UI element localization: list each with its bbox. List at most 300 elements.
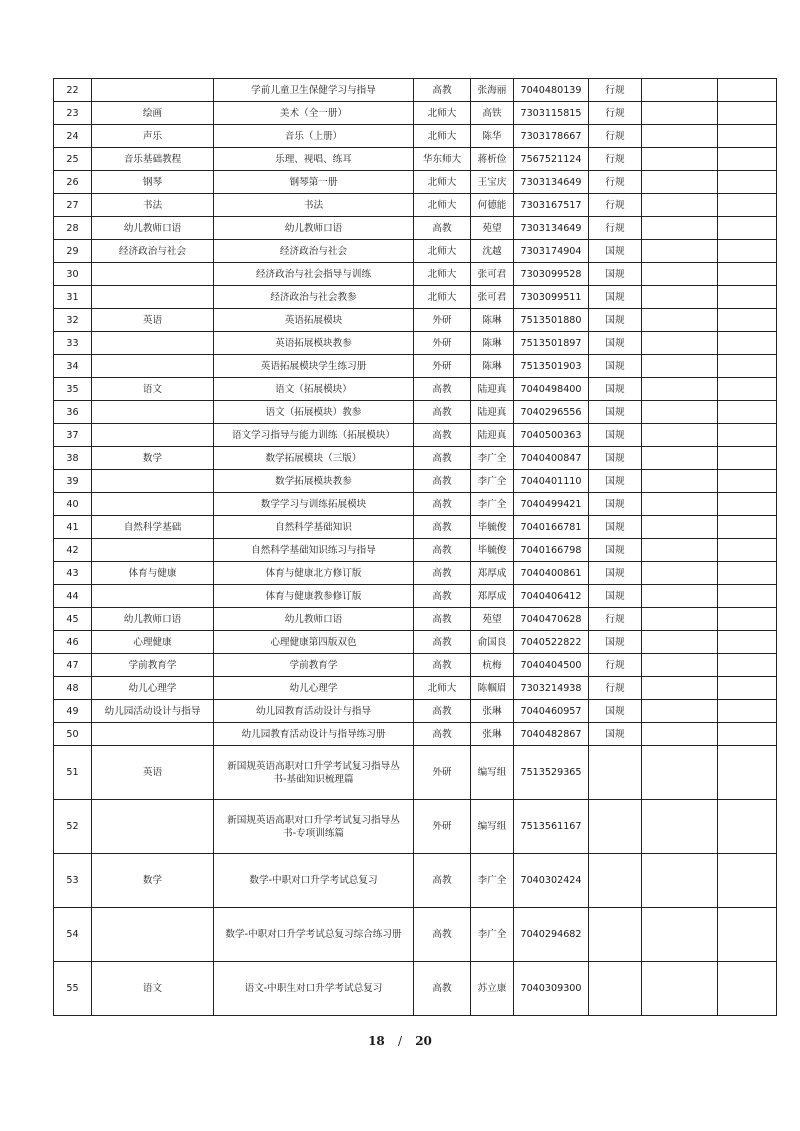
- empty-cell: [718, 562, 777, 585]
- table-row: [54, 539, 777, 562]
- empty-cell: [718, 447, 777, 470]
- isbn-cell: 7567521124: [514, 148, 589, 171]
- publisher-cell: 高教: [414, 608, 471, 631]
- publisher-cell: 外研: [414, 309, 471, 332]
- row-number-cell: 51: [54, 746, 92, 800]
- course-name-cell: 英语: [92, 309, 214, 332]
- empty-cell: [642, 631, 718, 654]
- category-cell: 国规: [589, 562, 642, 585]
- category-cell: 行规: [589, 677, 642, 700]
- category-cell: 国规: [589, 424, 642, 447]
- textbook-title-cell: 数学拓展模块（三版）: [214, 447, 414, 470]
- editor-cell: 张海丽: [471, 79, 514, 102]
- isbn-cell: 7513529365: [514, 746, 589, 800]
- course-name-cell: [92, 585, 214, 608]
- empty-cell: [642, 355, 718, 378]
- textbook-title-cell: 幼儿园教育活动设计与指导练习册: [214, 723, 414, 746]
- isbn-cell: 7303214938: [514, 677, 589, 700]
- empty-cell: [718, 539, 777, 562]
- empty-cell: [642, 401, 718, 424]
- empty-cell: [642, 424, 718, 447]
- editor-cell: 李广全: [471, 908, 514, 962]
- editor-cell: 李广全: [471, 493, 514, 516]
- row-number-cell: 27: [54, 194, 92, 217]
- textbook-title-cell: 英语拓展模块教参: [214, 332, 414, 355]
- course-name-cell: [92, 355, 214, 378]
- isbn-cell: 7513561167: [514, 800, 589, 854]
- table-row: [54, 332, 777, 355]
- empty-cell: [642, 263, 718, 286]
- category-cell: [589, 800, 642, 854]
- table-row: [54, 171, 777, 194]
- page-total: 20: [415, 1034, 432, 1048]
- empty-cell: [642, 378, 718, 401]
- table-row: [54, 401, 777, 424]
- empty-cell: [642, 654, 718, 677]
- isbn-cell: 7040400847: [514, 447, 589, 470]
- row-number-cell: 55: [54, 962, 92, 1016]
- empty-cell: [718, 654, 777, 677]
- row-number-cell: 54: [54, 908, 92, 962]
- row-number-cell: 52: [54, 800, 92, 854]
- row-number-cell: 50: [54, 723, 92, 746]
- publisher-cell: 北师大: [414, 125, 471, 148]
- row-number-cell: 33: [54, 332, 92, 355]
- empty-cell: [718, 677, 777, 700]
- editor-cell: 张琳: [471, 723, 514, 746]
- publisher-cell: 北师大: [414, 102, 471, 125]
- isbn-cell: 7303115815: [514, 102, 589, 125]
- empty-cell: [718, 800, 777, 854]
- empty-cell: [718, 962, 777, 1016]
- row-number-cell: 28: [54, 217, 92, 240]
- publisher-cell: 高教: [414, 447, 471, 470]
- category-cell: 国规: [589, 470, 642, 493]
- editor-cell: 杭梅: [471, 654, 514, 677]
- course-name-cell: 数学: [92, 447, 214, 470]
- empty-cell: [718, 286, 777, 309]
- category-cell: [589, 854, 642, 908]
- table-row: [54, 493, 777, 516]
- empty-cell: [642, 723, 718, 746]
- empty-cell: [642, 470, 718, 493]
- publisher-cell: 高教: [414, 585, 471, 608]
- editor-cell: 苑望: [471, 608, 514, 631]
- course-name-cell: [92, 470, 214, 493]
- isbn-cell: 7513501897: [514, 332, 589, 355]
- isbn-cell: 7303134649: [514, 217, 589, 240]
- isbn-cell: 7040166798: [514, 539, 589, 562]
- publisher-cell: 高教: [414, 470, 471, 493]
- editor-cell: 郑厚成: [471, 585, 514, 608]
- table-row: [54, 309, 777, 332]
- category-cell: [589, 746, 642, 800]
- category-cell: 行规: [589, 79, 642, 102]
- row-number-cell: 47: [54, 654, 92, 677]
- table-row: [54, 148, 777, 171]
- textbook-title-cell: 学前儿童卫生保健学习与指导: [214, 79, 414, 102]
- empty-cell: [642, 125, 718, 148]
- publisher-cell: 高教: [414, 79, 471, 102]
- textbook-title-cell: 体育与健康教参修订版: [214, 585, 414, 608]
- row-number-cell: 42: [54, 539, 92, 562]
- empty-cell: [642, 854, 718, 908]
- textbook-title-cell: 心理健康第四版双色: [214, 631, 414, 654]
- empty-cell: [718, 194, 777, 217]
- publisher-cell: 外研: [414, 746, 471, 800]
- row-number-cell: 43: [54, 562, 92, 585]
- course-name-cell: 钢琴: [92, 171, 214, 194]
- publisher-cell: 高教: [414, 854, 471, 908]
- textbook-title-cell: 语文（拓展模块）: [214, 378, 414, 401]
- publisher-cell: 高教: [414, 962, 471, 1016]
- category-cell: 行规: [589, 171, 642, 194]
- row-number-cell: 46: [54, 631, 92, 654]
- editor-cell: 李广全: [471, 447, 514, 470]
- editor-cell: 张可君: [471, 263, 514, 286]
- textbook-title-cell: 学前教育学: [214, 654, 414, 677]
- table-row: [54, 286, 777, 309]
- category-cell: 国规: [589, 332, 642, 355]
- row-number-cell: 22: [54, 79, 92, 102]
- isbn-cell: 7040522822: [514, 631, 589, 654]
- empty-cell: [718, 171, 777, 194]
- category-cell: 行规: [589, 217, 642, 240]
- course-name-cell: 英语: [92, 746, 214, 800]
- empty-cell: [718, 585, 777, 608]
- isbn-cell: 7040166781: [514, 516, 589, 539]
- publisher-cell: 华东师大: [414, 148, 471, 171]
- isbn-cell: 7040406412: [514, 585, 589, 608]
- empty-cell: [718, 148, 777, 171]
- category-cell: 国规: [589, 355, 642, 378]
- course-name-cell: [92, 332, 214, 355]
- row-number-cell: 49: [54, 700, 92, 723]
- textbook-title-cell: 数学-中职对口升学考试总复习综合练习册: [214, 908, 414, 962]
- empty-cell: [642, 677, 718, 700]
- row-number-cell: 45: [54, 608, 92, 631]
- table-row: [54, 608, 777, 631]
- publisher-cell: 高教: [414, 424, 471, 447]
- isbn-cell: 7040404500: [514, 654, 589, 677]
- page-footer: [0, 1034, 800, 1048]
- empty-cell: [642, 171, 718, 194]
- textbook-title-cell: 新国规英语高职对口升学考试复习指导丛书-专项训练篇: [214, 800, 414, 854]
- empty-cell: [718, 470, 777, 493]
- textbook-title-cell: 幼儿园教育活动设计与指导: [214, 700, 414, 723]
- textbook-title-cell: 书法: [214, 194, 414, 217]
- category-cell: 国规: [589, 378, 642, 401]
- isbn-cell: 7040500363: [514, 424, 589, 447]
- table-row: [54, 677, 777, 700]
- isbn-cell: 7040401110: [514, 470, 589, 493]
- row-number-cell: 44: [54, 585, 92, 608]
- category-cell: 国规: [589, 493, 642, 516]
- publisher-cell: 高教: [414, 562, 471, 585]
- empty-cell: [718, 516, 777, 539]
- editor-cell: 张可君: [471, 286, 514, 309]
- empty-cell: [642, 562, 718, 585]
- empty-cell: [718, 854, 777, 908]
- editor-cell: 何德能: [471, 194, 514, 217]
- empty-cell: [718, 631, 777, 654]
- course-name-cell: [92, 493, 214, 516]
- empty-cell: [642, 585, 718, 608]
- empty-cell: [642, 309, 718, 332]
- textbook-title-cell: 英语拓展模块: [214, 309, 414, 332]
- row-number-cell: 29: [54, 240, 92, 263]
- empty-cell: [642, 962, 718, 1016]
- editor-cell: 陆迎真: [471, 401, 514, 424]
- table-row: [54, 585, 777, 608]
- table-row: [54, 746, 777, 800]
- row-number-cell: 26: [54, 171, 92, 194]
- textbook-title-cell: 乐理、视唱、练耳: [214, 148, 414, 171]
- textbook-title-cell: 钢琴第一册: [214, 171, 414, 194]
- isbn-cell: 7303178667: [514, 125, 589, 148]
- editor-cell: 毕毓俊: [471, 539, 514, 562]
- course-name-cell: 语文: [92, 962, 214, 1016]
- table-row: [54, 424, 777, 447]
- publisher-cell: 外研: [414, 355, 471, 378]
- empty-cell: [642, 194, 718, 217]
- table-row: [54, 800, 777, 854]
- category-cell: 国规: [589, 723, 642, 746]
- course-name-cell: [92, 539, 214, 562]
- category-cell: 国规: [589, 309, 642, 332]
- editor-cell: 陆迎真: [471, 378, 514, 401]
- isbn-cell: 7040302424: [514, 854, 589, 908]
- course-name-cell: 学前教育学: [92, 654, 214, 677]
- table-row: [54, 908, 777, 962]
- editor-cell: 李广全: [471, 470, 514, 493]
- row-number-cell: 25: [54, 148, 92, 171]
- textbook-title-cell: 经济政治与社会指导与训练: [214, 263, 414, 286]
- row-number-cell: 53: [54, 854, 92, 908]
- textbook-title-cell: 经济政治与社会: [214, 240, 414, 263]
- textbook-title-cell: 经济政治与社会教参: [214, 286, 414, 309]
- publisher-cell: 外研: [414, 800, 471, 854]
- row-number-cell: 48: [54, 677, 92, 700]
- row-number-cell: 39: [54, 470, 92, 493]
- row-number-cell: 34: [54, 355, 92, 378]
- editor-cell: 俞国良: [471, 631, 514, 654]
- page-number: 18: [368, 1034, 385, 1048]
- isbn-cell: 7040480139: [514, 79, 589, 102]
- textbook-title-cell: 音乐（上册）: [214, 125, 414, 148]
- empty-cell: [718, 102, 777, 125]
- course-name-cell: [92, 263, 214, 286]
- publisher-cell: 高教: [414, 401, 471, 424]
- empty-cell: [642, 800, 718, 854]
- table-row: [54, 700, 777, 723]
- publisher-cell: 北师大: [414, 194, 471, 217]
- category-cell: 国规: [589, 401, 642, 424]
- editor-cell: 陈帼眉: [471, 677, 514, 700]
- row-number-cell: 30: [54, 263, 92, 286]
- empty-cell: [642, 79, 718, 102]
- empty-cell: [718, 908, 777, 962]
- textbook-title-cell: 自然科学基础知识练习与指导: [214, 539, 414, 562]
- isbn-cell: 7040296556: [514, 401, 589, 424]
- publisher-cell: 高教: [414, 516, 471, 539]
- textbook-title-cell: 数学学习与训练拓展模块: [214, 493, 414, 516]
- isbn-cell: 7303174904: [514, 240, 589, 263]
- course-name-cell: 体育与健康: [92, 562, 214, 585]
- row-number-cell: 32: [54, 309, 92, 332]
- empty-cell: [718, 723, 777, 746]
- editor-cell: 高铁: [471, 102, 514, 125]
- table-body: [54, 79, 777, 1016]
- category-cell: 国规: [589, 286, 642, 309]
- empty-cell: [718, 355, 777, 378]
- textbook-title-cell: 数学-中职对口升学考试总复习: [214, 854, 414, 908]
- category-cell: 行规: [589, 148, 642, 171]
- table-row: [54, 854, 777, 908]
- category-cell: 国规: [589, 585, 642, 608]
- table-row: [54, 263, 777, 286]
- empty-cell: [718, 332, 777, 355]
- textbook-title-cell: 幼儿教师口语: [214, 608, 414, 631]
- textbook-title-cell: 美术（全一册）: [214, 102, 414, 125]
- publisher-cell: 高教: [414, 908, 471, 962]
- category-cell: 国规: [589, 631, 642, 654]
- isbn-cell: 7040498400: [514, 378, 589, 401]
- category-cell: 国规: [589, 263, 642, 286]
- table-row: [54, 654, 777, 677]
- table-row: [54, 378, 777, 401]
- editor-cell: 张琳: [471, 700, 514, 723]
- publisher-cell: 高教: [414, 539, 471, 562]
- publisher-cell: 北师大: [414, 677, 471, 700]
- course-name-cell: [92, 79, 214, 102]
- isbn-cell: 7040309300: [514, 962, 589, 1016]
- category-cell: 国规: [589, 447, 642, 470]
- textbook-title-cell: 数学拓展模块教参: [214, 470, 414, 493]
- empty-cell: [642, 102, 718, 125]
- course-name-cell: 经济政治与社会: [92, 240, 214, 263]
- category-cell: 国规: [589, 700, 642, 723]
- empty-cell: [642, 217, 718, 240]
- textbook-table: [53, 78, 777, 1016]
- row-number-cell: 40: [54, 493, 92, 516]
- category-cell: 行规: [589, 102, 642, 125]
- category-cell: 行规: [589, 608, 642, 631]
- course-name-cell: [92, 800, 214, 854]
- publisher-cell: 高教: [414, 700, 471, 723]
- table-row: [54, 355, 777, 378]
- course-name-cell: 声乐: [92, 125, 214, 148]
- table-row: [54, 631, 777, 654]
- table-row: [54, 217, 777, 240]
- course-name-cell: [92, 723, 214, 746]
- editor-cell: 苑望: [471, 217, 514, 240]
- course-name-cell: 幼儿教师口语: [92, 608, 214, 631]
- table-row: [54, 194, 777, 217]
- editor-cell: 蒋析俭: [471, 148, 514, 171]
- empty-cell: [642, 700, 718, 723]
- publisher-cell: 高教: [414, 723, 471, 746]
- empty-cell: [718, 263, 777, 286]
- editor-cell: 陈琳: [471, 332, 514, 355]
- course-name-cell: 绘画: [92, 102, 214, 125]
- table-row: [54, 102, 777, 125]
- table-row: [54, 447, 777, 470]
- table-row: [54, 79, 777, 102]
- editor-cell: 李广全: [471, 854, 514, 908]
- empty-cell: [718, 746, 777, 800]
- isbn-cell: 7040460957: [514, 700, 589, 723]
- isbn-cell: 7303099511: [514, 286, 589, 309]
- textbook-title-cell: 幼儿心理学: [214, 677, 414, 700]
- table-row: [54, 240, 777, 263]
- table-row: [54, 125, 777, 148]
- publisher-cell: 外研: [414, 332, 471, 355]
- row-number-cell: 41: [54, 516, 92, 539]
- isbn-cell: 7303134649: [514, 171, 589, 194]
- empty-cell: [642, 332, 718, 355]
- course-name-cell: 音乐基础教程: [92, 148, 214, 171]
- textbook-title-cell: 语文学习指导与能力训练（拓展模块）: [214, 424, 414, 447]
- empty-cell: [718, 700, 777, 723]
- isbn-cell: 7513501880: [514, 309, 589, 332]
- category-cell: 国规: [589, 516, 642, 539]
- editor-cell: 陈华: [471, 125, 514, 148]
- isbn-cell: 7513501903: [514, 355, 589, 378]
- editor-cell: 毕毓俊: [471, 516, 514, 539]
- row-number-cell: 38: [54, 447, 92, 470]
- row-number-cell: 36: [54, 401, 92, 424]
- category-cell: 行规: [589, 194, 642, 217]
- table-row: [54, 962, 777, 1016]
- isbn-cell: 7303099528: [514, 263, 589, 286]
- editor-cell: 沈越: [471, 240, 514, 263]
- empty-cell: [642, 286, 718, 309]
- course-name-cell: 幼儿教师口语: [92, 217, 214, 240]
- publisher-cell: 高教: [414, 378, 471, 401]
- empty-cell: [718, 240, 777, 263]
- empty-cell: [718, 309, 777, 332]
- publisher-cell: 高教: [414, 493, 471, 516]
- course-name-cell: [92, 424, 214, 447]
- publisher-cell: 北师大: [414, 240, 471, 263]
- empty-cell: [642, 447, 718, 470]
- textbook-title-cell: 幼儿教师口语: [214, 217, 414, 240]
- empty-cell: [718, 378, 777, 401]
- textbook-title-cell: 语文（拓展模块）教参: [214, 401, 414, 424]
- course-name-cell: [92, 286, 214, 309]
- course-name-cell: 语文: [92, 378, 214, 401]
- table-row: [54, 470, 777, 493]
- empty-cell: [642, 148, 718, 171]
- empty-cell: [718, 493, 777, 516]
- empty-cell: [642, 240, 718, 263]
- editor-cell: 陈琳: [471, 309, 514, 332]
- editor-cell: 苏立康: [471, 962, 514, 1016]
- textbook-title-cell: 英语拓展模块学生练习册: [214, 355, 414, 378]
- course-name-cell: [92, 908, 214, 962]
- page-separator: /: [397, 1034, 403, 1048]
- row-number-cell: 24: [54, 125, 92, 148]
- empty-cell: [642, 516, 718, 539]
- textbook-title-cell: 自然科学基础知识: [214, 516, 414, 539]
- empty-cell: [642, 608, 718, 631]
- course-name-cell: [92, 401, 214, 424]
- editor-cell: 陈琳: [471, 355, 514, 378]
- row-number-cell: 35: [54, 378, 92, 401]
- isbn-cell: 7040499421: [514, 493, 589, 516]
- table-row: [54, 562, 777, 585]
